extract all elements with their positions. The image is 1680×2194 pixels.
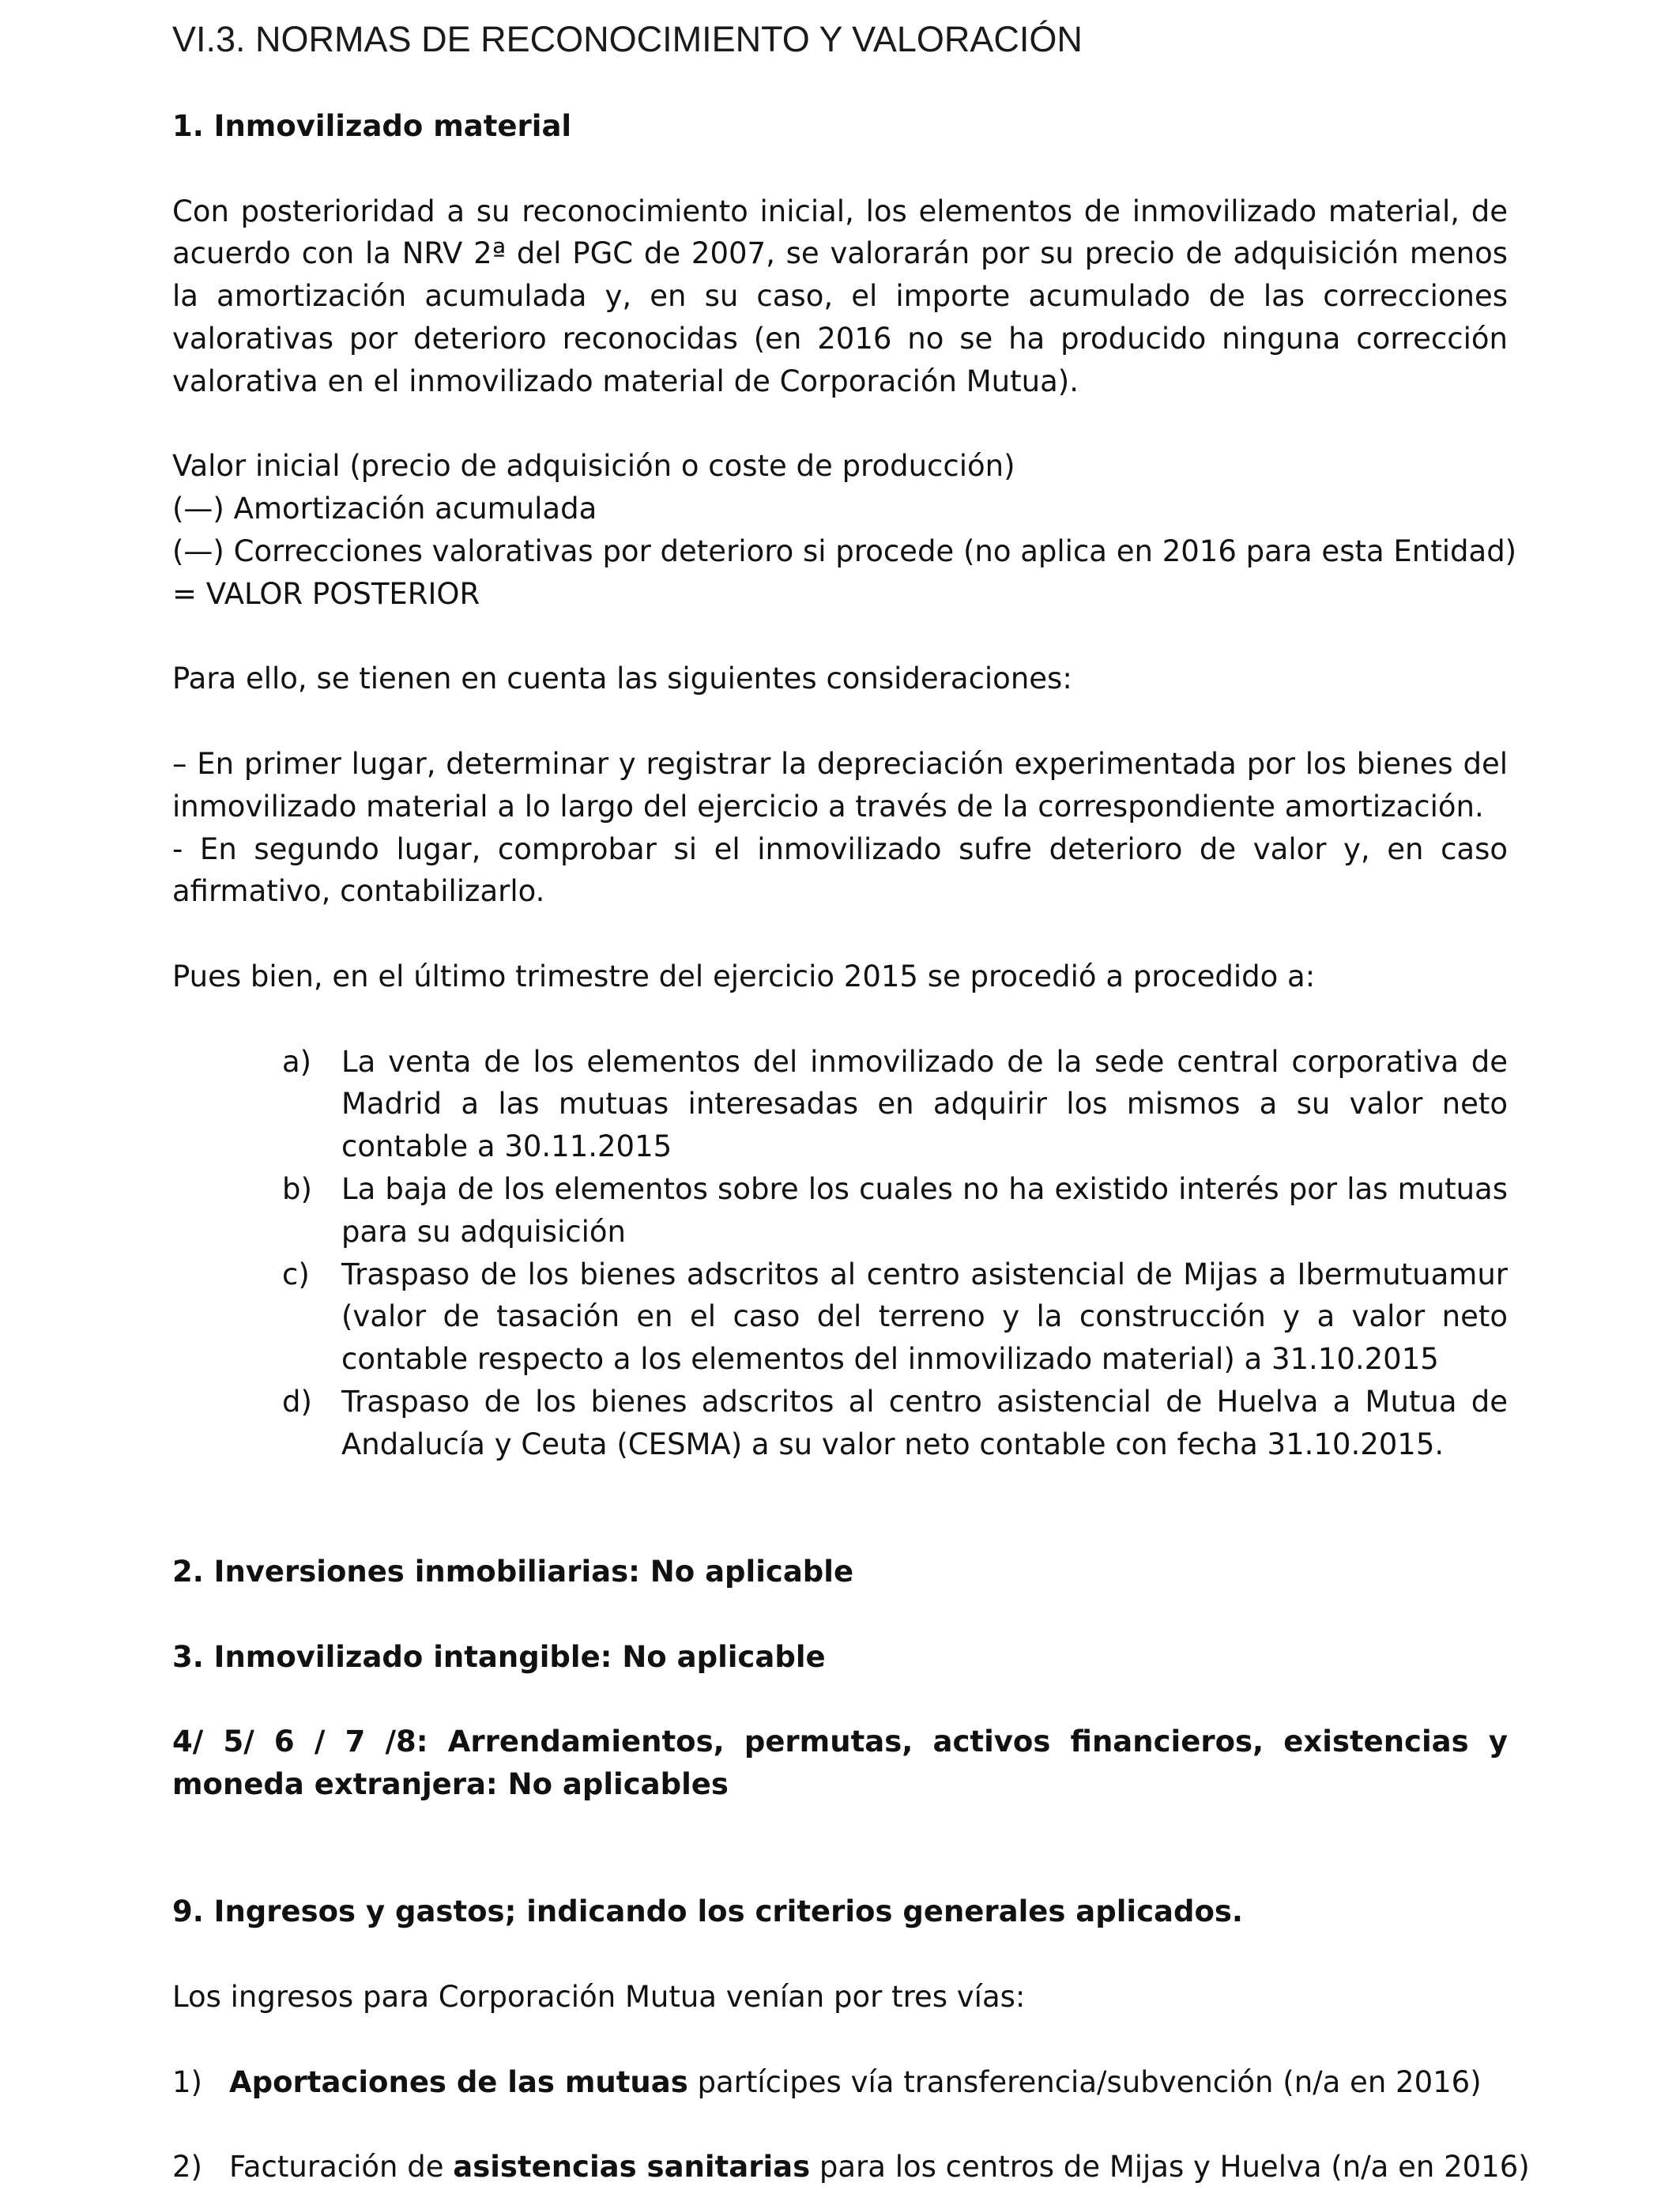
list-item-text: La venta de los elementos del inmovilizado de la sede central corporativa de Madrid a las mutuas interesadas en adquirir los mismos a su valor neto contable a 30.11.2015: [341, 1044, 1508, 1164]
formula-line-1: Valor inicial (precio de adquisición o coste de producción): [172, 449, 1015, 484]
list-item: [172, 1381, 1508, 1466]
list-item: [172, 2061, 1508, 2104]
section-1-paragraph: Con posterioridad a su reconocimiento inicial, los elementos de inmovilizado material, de acuerdo con la NRV 2ª del PGC de 2007, se valorarán por su precio de adquisición menos la amortización acumulada y, en su caso, el importe acumulado de las correcciones valorativas por deterioro reconocidas (en 2016 no se ha producido ninguna corrección valorativa en el inmovilizado material de Corporación Mutua).: [172, 194, 1508, 398]
list-marker: c): [282, 1257, 310, 1291]
list-item-post: para los centros de Mijas y Huelva (n/a en 2016): [810, 2150, 1530, 2185]
formula-line-4: = VALOR POSTERIOR: [172, 576, 480, 611]
lettered-list: [172, 1041, 1508, 1466]
document-body: [172, 105, 1530, 2188]
considerations-intro: Para ello, se tienen en cuenta las siguientes consideraciones:: [172, 662, 1072, 696]
list-marker: b): [282, 1171, 312, 1206]
items-intro: Pues bien, en el último trimestre del ejercicio 2015 se procedió a procedido a:: [172, 959, 1316, 993]
list-item-post: partícipes vía transferencia/subvención (n/a en 2016): [687, 2064, 1482, 2099]
list-item: [172, 1041, 1508, 1168]
list-marker: 1): [172, 2064, 202, 2099]
list-item-bold: asistencias sanitarias: [453, 2150, 811, 2185]
list-item-pre: Facturación de: [229, 2150, 454, 2185]
consideration-1: – En primer lugar, determinar y registrar la depreciación experimentada por los bienes del inmovilizado material a lo largo del ejercicio a través de la correspondiente amortización.: [172, 746, 1508, 824]
list-marker: d): [282, 1384, 312, 1419]
list-marker: 2): [172, 2150, 202, 2185]
list-item-text: Traspaso de los bienes adscritos al centro asistencial de Huelva a Mutua de Andalucía y Ceuta (CESMA) a su valor neto contable con fecha 31.10.2015.: [341, 1384, 1508, 1461]
formula-line-2: (—) Amortización acumulada: [172, 492, 597, 526]
section-9-title: 9. Ingresos y gastos; indicando los criterios generales aplicados.: [172, 1894, 1243, 1929]
consideration-2: - En segundo lugar, comprobar si el inmovilizado sufre deterioro de valor y, en caso afirmativo, contabilizarlo.: [172, 831, 1508, 909]
list-item-text: La baja de los elementos sobre los cuales no ha existido interés por las mutuas para su adquisición: [341, 1171, 1508, 1249]
formula-line-3: (—) Correcciones valorativas por deterioro si procede (no aplica en 2016 para esta Entidad): [172, 533, 1517, 568]
list-item-text: Traspaso de los bienes adscritos al centro asistencial de Mijas a Ibermutuamur (valor de tasación en el caso del terreno y la construcción y a valor neto contable respecto a los elementos del inmovilizado material) a 31.10.2015: [341, 1257, 1508, 1377]
list-item: [172, 2146, 1530, 2188]
section-heading: VI.3. NORMAS DE RECONOCIMIENTO Y VALORACIÓN: [172, 19, 1083, 59]
section-9-intro: Los ingresos para Corporación Mutua venían por tres vías:: [172, 1980, 1026, 2015]
section-4-title: 4/ 5/ 6 / 7 /8: Arrendamientos, permutas, activos financieros, existencias y moneda extranjera: No aplicables: [172, 1725, 1508, 1802]
list-marker: a): [282, 1044, 312, 1079]
section-2-title: 2. Inversiones inmobiliarias: No aplicable: [172, 1555, 854, 1589]
list-item: [172, 1253, 1508, 1381]
list-item-bold: Aportaciones de las mutuas: [229, 2064, 688, 2099]
section-3-title: 3. Inmovilizado intangible: No aplicable: [172, 1639, 826, 1674]
list-item: [172, 1168, 1508, 1253]
section-1-title: 1. Inmovilizado material: [172, 109, 572, 143]
numbered-list: [172, 2061, 1530, 2188]
